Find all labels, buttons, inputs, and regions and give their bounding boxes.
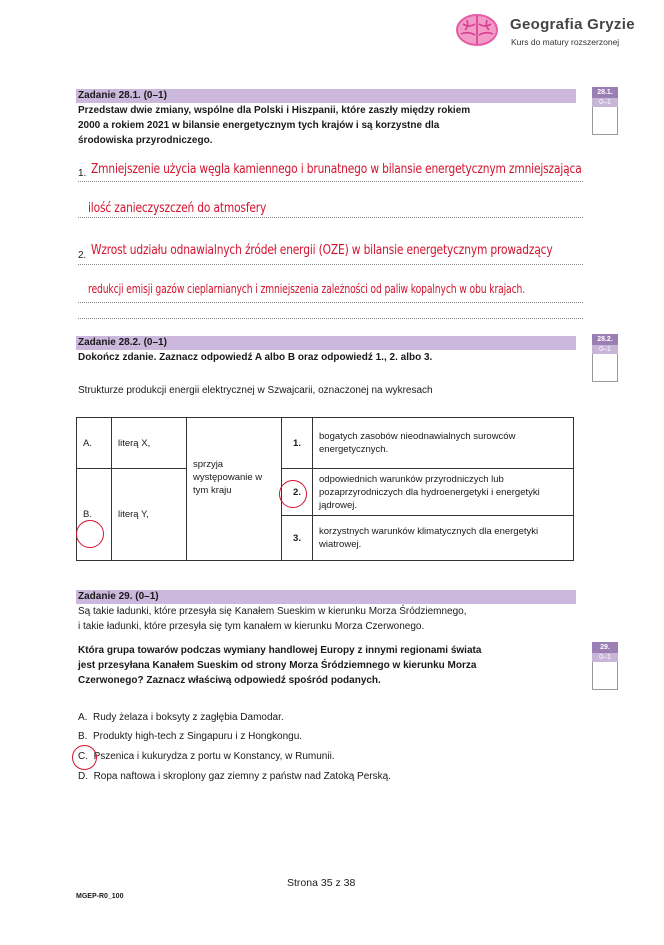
score-box-28-2	[592, 334, 618, 382]
score-field	[592, 107, 618, 135]
answer-2-line-2: redukcji emisji gazów cieplarnianych i zmniejszenia zależności od paliw kopalnych w obu krajach.	[88, 281, 526, 296]
score-field	[592, 662, 618, 690]
answer-1-line-1: Zmniejszenie użycia węgla kamiennego i brunatnego w bilansie energetycznym zmniejszająca	[91, 162, 582, 177]
option-b[interactable]	[78, 730, 302, 744]
option-c[interactable]	[78, 750, 335, 764]
task-29-question-line-2: jest przesyłana Kanałem Sueskim od strony Morza Śródziemnego w kierunku Morza	[78, 660, 477, 671]
score-id: 29.	[592, 642, 618, 653]
answer-table	[76, 417, 574, 561]
task-28-1-question-line-1: Przedstaw dwie zmiany, wspólne dla Polski i Hiszpanii, które zaszły między rokiem	[78, 105, 471, 116]
option-b-letter[interactable]: B.	[77, 469, 112, 561]
task-28-2-title: Zadanie 28.2. (0–1)	[78, 337, 167, 348]
selected-mark-c	[72, 745, 97, 770]
option-2-number[interactable]: 2.	[282, 469, 313, 516]
task-29-header	[76, 590, 576, 604]
option-d[interactable]	[78, 770, 391, 784]
option-text: Pszenica i kukurydza z portu w Konstancy, w Rumunii.	[93, 751, 335, 762]
page-number: Strona 35 z 38	[287, 877, 356, 889]
score-range: 0–1	[592, 345, 618, 354]
score-range: 0–1	[592, 98, 618, 107]
option-3-text: korzystnych warunków klimatycznych dla energetyki wiatrowej.	[313, 516, 574, 561]
option-letter: B.	[78, 731, 88, 742]
answer-line	[78, 318, 583, 319]
task-29-intro-line-2: i takie ładunki, które przesyła się tym kanałem w kierunku Morza Czerwonego.	[78, 621, 425, 632]
option-a[interactable]	[78, 711, 284, 725]
selected-mark-2	[279, 480, 307, 508]
answer-line	[78, 181, 583, 182]
score-box-29	[592, 642, 618, 690]
answer-line	[78, 302, 583, 303]
exam-code: MGEP-R0_100	[76, 893, 124, 900]
answer-1-line-2: ilość zanieczyszczeń do atmosfery	[88, 201, 267, 216]
option-letter: A.	[78, 712, 88, 723]
task-28-1-header	[76, 89, 576, 103]
task-28-1-question-line-2: 2000 a rokiem 2021 w bilansie energetycznym tych krajów i są korzystne dla	[78, 120, 440, 131]
answer-line	[78, 264, 583, 265]
option-2-text: odpowiednich warunków przyrodniczych lub pozaprzyrodniczych dla hydroenergetyki i energetyki jądrowej.	[313, 469, 574, 516]
answer-1-number: 1.	[78, 168, 87, 179]
option-b-text: literą Y,	[112, 469, 187, 561]
task-29-question-line-3: Czerwonego? Zaznacz właściwą odpowiedź spośród podanych.	[78, 675, 381, 686]
selected-mark-b	[76, 520, 104, 548]
option-letter: C.	[78, 751, 88, 762]
option-a-text: literą X,	[112, 418, 187, 469]
task-28-2-header	[76, 336, 576, 350]
task-28-2-stem: Strukturze produkcji energii elektrycznej w Szwajcarii, oznaczonej na wykresach	[78, 385, 433, 396]
option-letter: D.	[78, 771, 88, 782]
option-1-number[interactable]: 1.	[282, 418, 313, 469]
brain-logo-icon	[455, 12, 499, 48]
brand-title: Geografia Gryzie	[510, 16, 635, 33]
option-text: Ropa naftowa i skroplony gaz ziemny z państw nad Zatoką Perską.	[93, 771, 391, 782]
option-text: Produkty high-tech z Singapuru i z Hongkongu.	[93, 731, 303, 742]
task-29-question-line-1: Która grupa towarów podczas wymiany handlowej Europy z innymi regionami świata	[78, 645, 482, 656]
score-box-28-1	[592, 87, 618, 135]
score-field	[592, 354, 618, 382]
task-28-1-title: Zadanie 28.1. (0–1)	[78, 90, 167, 101]
option-1-text: bogatych zasobów nieodnawialnych surowców energetycznych.	[313, 418, 574, 469]
task-29-intro-line-1: Są takie ładunki, które przesyła się Kanałem Sueskim w kierunku Morza Śródziemnego,	[78, 606, 467, 617]
middle-text: sprzyja występowanie w tym kraju	[187, 418, 282, 516]
score-id: 28.1.	[592, 87, 618, 98]
middle-cell-empty	[187, 516, 282, 561]
brand-subtitle: Kurs do matury rozszerzonej	[511, 37, 620, 47]
option-text: Rudy żelaza i boksyty z zagłębia Damodar.	[93, 712, 284, 723]
task-29-title: Zadanie 29. (0–1)	[78, 591, 159, 602]
answer-2-number: 2.	[78, 250, 87, 261]
option-a-letter[interactable]: A.	[77, 418, 112, 469]
score-id: 28.2.	[592, 334, 618, 345]
answer-2-line-1: Wzrost udziału odnawialnych źródeł energii (OZE) w bilansie energetycznym prowadzący	[91, 243, 553, 258]
task-28-2-instruction: Dokończ zdanie. Zaznacz odpowiedź A albo B oraz odpowiedź 1., 2. albo 3.	[78, 352, 433, 363]
option-3-number[interactable]: 3.	[282, 516, 313, 561]
task-28-1-question-line-3: środowiska przyrodniczego.	[78, 135, 213, 146]
score-range: 0–1	[592, 653, 618, 662]
answer-line	[78, 217, 583, 218]
